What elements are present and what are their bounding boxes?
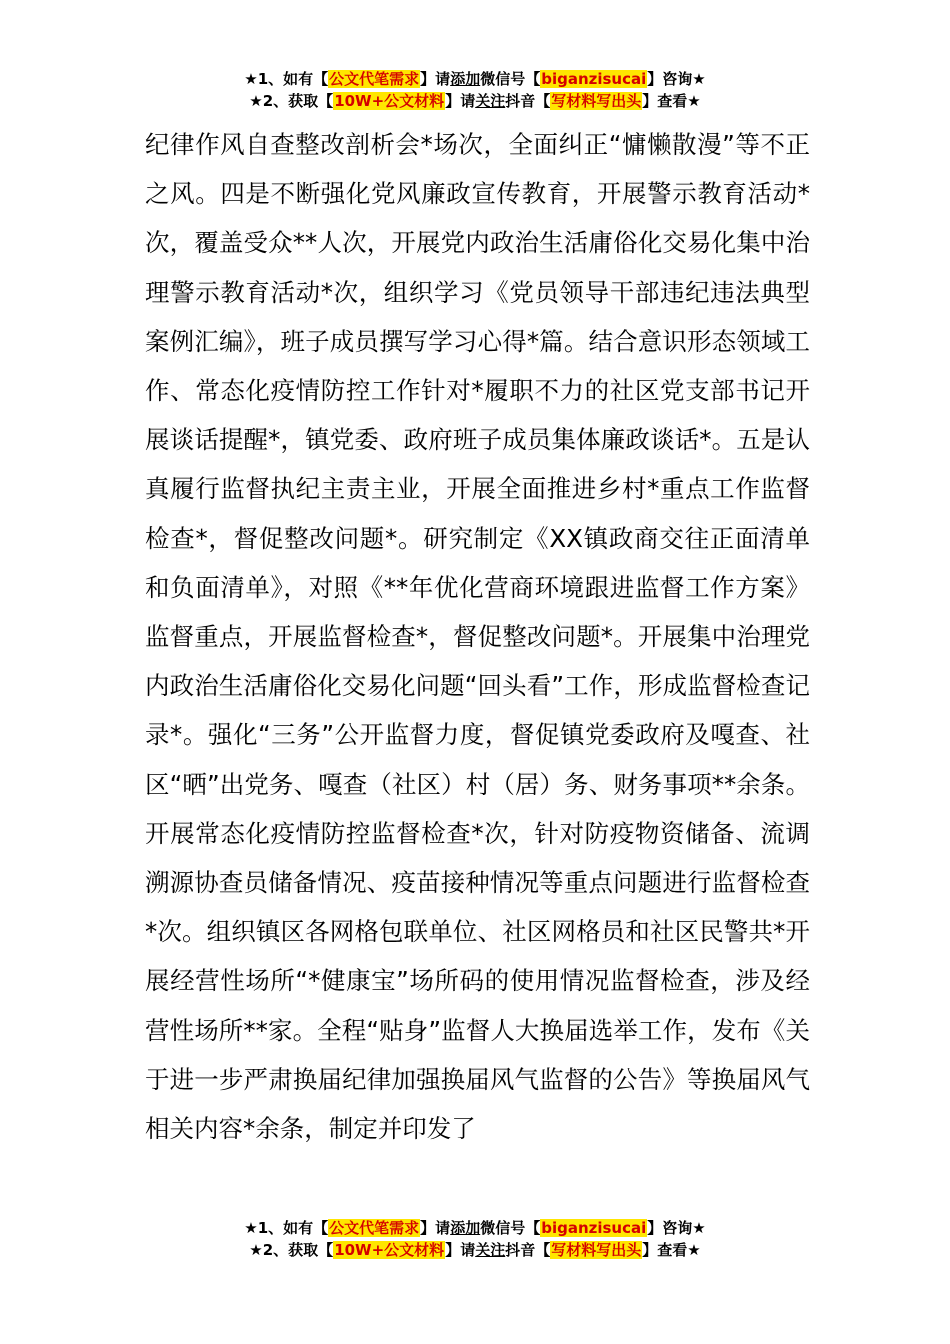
banner-line-1: ★1、如有【公文代笔需求】请添加微信号【biganzisucai】咨询★ [244, 70, 706, 88]
highlight-douyin-account: 写材料写出头 [551, 92, 642, 110]
highlight-materials: 10W+公文材料 [334, 92, 445, 110]
header-banner [0, 68, 950, 112]
banner-line-1: ★1、如有【公文代笔需求】请添加微信号【biganzisucai】咨询★ [244, 1219, 706, 1237]
footer-banner [0, 1217, 950, 1261]
highlight-materials: 10W+公文材料 [334, 1241, 445, 1259]
banner-line-2: ★2、获取【10W+公文材料】请关注抖音【写材料写出头】查看★ [249, 1241, 701, 1259]
highlight-service: 公文代笔需求 [329, 70, 420, 88]
document-body: 纪律作风自查整改剖析会*场次，全面纠正“慵懒散漫”等不正之风。四是不断强化党风廉政宣传教育，开展警示教育活动*次，覆盖受众**人次，开展党内政治生活庸俗化交易化集中治理警示教育活动*次，组织学习《党员领导干部违纪违法典型案例汇编》，班子成员撰写学习心得*篇。结合意识形态领域工作、常态化疫情防控工作针对*履职不力的社区党支部书记开展谈话提醒*，镇党委、政府班子成员集体廉政谈话*。五是认真履行监督执纪主责主业，开展全面推进乡村*重点工作监督检查*，督促整改问题*。研究制定《XX镇政商交往正面清单和负面清单》，对照《**年优化营商环境跟进监督工作方案》监督重点，开展监督检查*，督促整改问题*。开展集中治理党内政治生活庸俗化交易化问题“回头看”工作，形成监督检查记录*。强化“三务”公开监督力度，督促镇党委政府及嘎查、社区“晒”出党务、嘎查（社区）村（居）务、财务事项**余条。开展常态化疫情防控监督检查*次，针对防疫物资储备、流调溯源协查员储备情况、疫苗接种情况等重点问题进行监督检查*次。组织镇区各网格包联单位、社区网格员和社区民警共*开展经营性场所“*健康宝”场所码的使用情况监督检查，涉及经营性场所**家。全程“贴身”监督人大换届选举工作，发布《关于进一步严肃换届纪律加强换届风气监督的公告》等换届风气相关内容*余条，制定并印发了 [145, 130, 810, 1144]
highlight-service: 公文代笔需求 [329, 1219, 420, 1237]
highlight-wechat-id: biganzisucai [541, 70, 647, 88]
banner-line-2: ★2、获取【10W+公文材料】请关注抖音【写材料写出头】查看★ [249, 92, 701, 110]
highlight-douyin-account: 写材料写出头 [551, 1241, 642, 1259]
highlight-wechat-id: biganzisucai [541, 1219, 647, 1237]
